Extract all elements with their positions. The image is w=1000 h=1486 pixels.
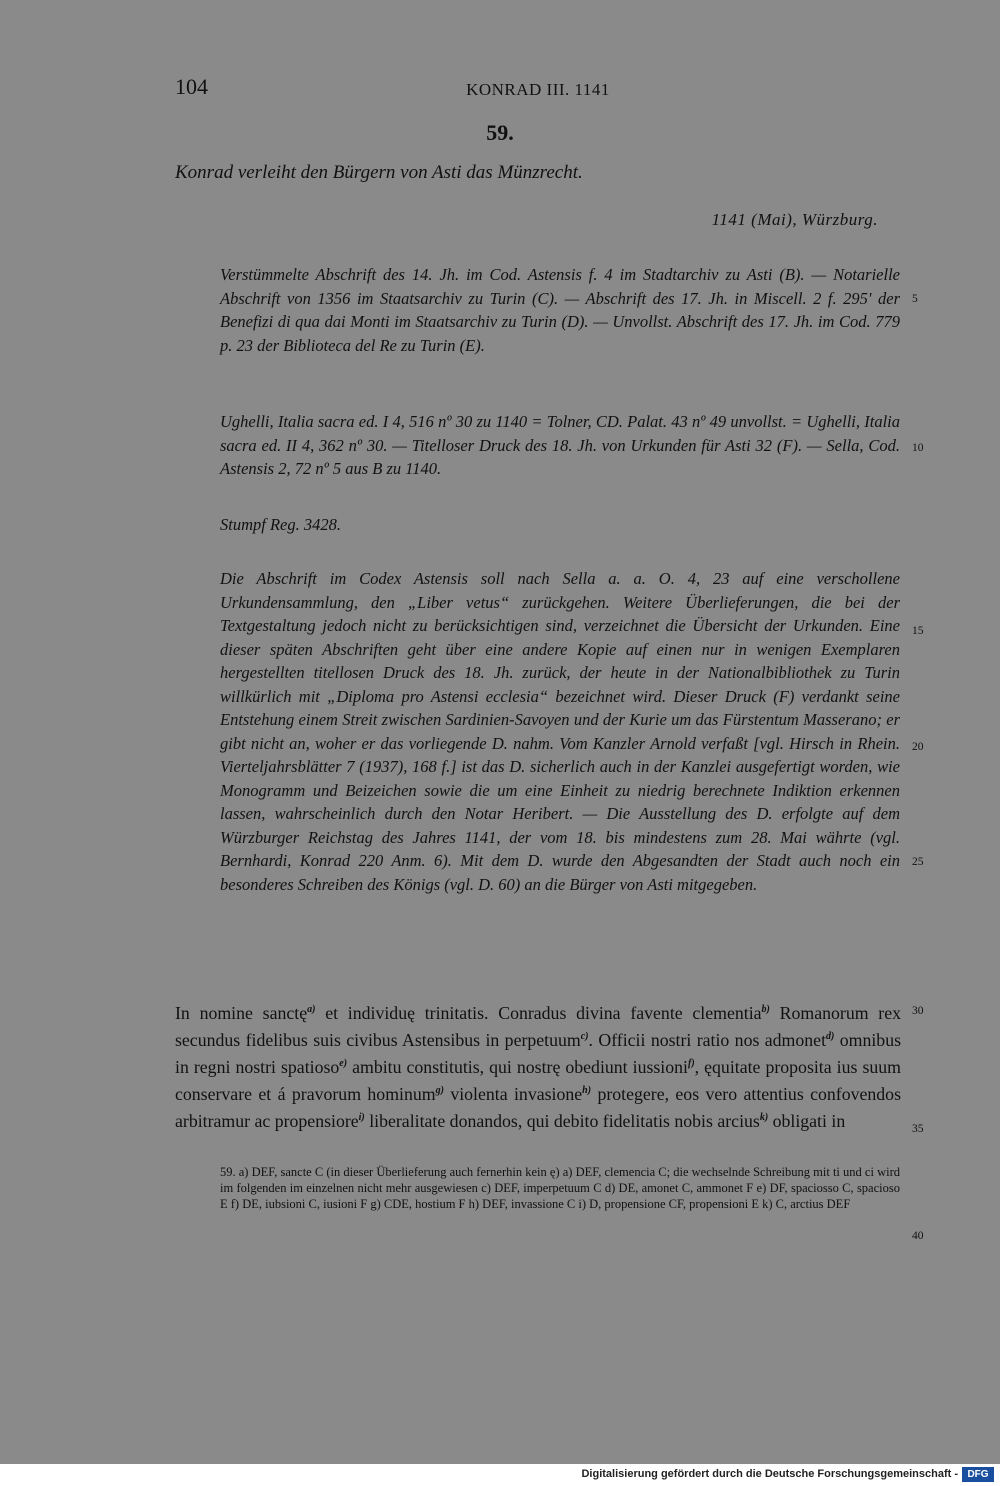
- footnote-marker: a): [307, 1004, 316, 1015]
- text-segment: In nomine sanctę: [175, 1002, 308, 1023]
- footnote-marker: g): [435, 1084, 444, 1096]
- prints-paragraph: Ughelli, Italia sacra ed. I 4, 516 nº 30 zu 1140 = Tolner, CD. Palat. 43 nº 49 unvollst. = Ughelli, Italia sacra ed. II 4, 362 nº 30. — Titelloser Druck des 18. Jh. von Urkunden für Asti 32 (F). — Sella, Cod. Astensis 2, 72 nº 5 aus B zu 1140.: [220, 412, 900, 478]
- regest-reference: Stumpf Reg. 3428.: [220, 515, 341, 534]
- line-number: 40: [912, 1230, 924, 1242]
- footnote-marker: e): [339, 1057, 348, 1069]
- page-header: [175, 74, 901, 104]
- line-number: 25: [912, 856, 924, 868]
- line-number: 20: [912, 741, 924, 753]
- footnote-marker: d): [826, 1030, 835, 1042]
- text-segment: . Officii nostri ratio nos admonet: [588, 1029, 827, 1050]
- footnote-marker: k): [759, 1111, 769, 1123]
- text-segment: liberalitate donandos, qui debito fidelitatis nobis arcius: [364, 1110, 760, 1131]
- text-segment: omnibus in regni nostri spatioso: [175, 1029, 902, 1077]
- line-number: 5: [912, 293, 918, 305]
- text-segment: obligati in: [768, 1110, 846, 1131]
- text-segment: protegere, eos vero attentius confovendos arbitramur ac propensiore: [175, 1083, 901, 1131]
- footnote-marker: h): [582, 1084, 592, 1096]
- text-segment: et individuę trinitatis. Conradus divina favente clementia: [315, 1002, 762, 1023]
- footnotes: 59. a) DEF, sancte C (in dieser Überlieferung auch fernerhin kein ę) a) DEF, clemencia C; die wechselnde Schreibung mit ti und ci wird im folgenden im einzelnen nicht mehr ausgewiesen c) DEF, imperpetuum C d) DE, amonet C, ammonet F e) DF, spaciosso C, spacioso E f) DE, iubsioni C, iusioni F g) CDE, hostium F h) DEF, invassione C i) D, propensione CF, propensioni E k) C, arctius DEF: [220, 1165, 900, 1211]
- document-number: 59.: [486, 120, 514, 145]
- line-number: 30: [912, 1005, 924, 1017]
- text-segment: ambitu constitutis, qui nostrę obediunt iussioni: [347, 1056, 688, 1077]
- dateline: 1141 (Mai), Würzburg.: [711, 210, 878, 229]
- footer: [0, 1464, 1000, 1486]
- text-segment: , ęquitate proposita ius suum conservare et á pravorum hominum: [175, 1056, 901, 1104]
- running-head: KONRAD III. 1141: [466, 80, 610, 99]
- footnote-marker: b): [761, 1004, 770, 1015]
- line-number: 15: [912, 625, 924, 637]
- footnote-marker: f): [687, 1057, 695, 1069]
- funding-credit: Digitalisierung gefördert durch die Deutsche Forschungsgemeinschaft -: [581, 1468, 958, 1480]
- line-number: 35: [912, 1123, 924, 1135]
- dfg-logo-icon: DFG: [962, 1467, 994, 1482]
- footnote-marker: i): [358, 1111, 365, 1123]
- commentary-paragraph: Die Abschrift im Codex Astensis soll nach Sella a. a. O. 4, 23 auf eine verschollene Urkundensammlung, den „Liber vetus“ zurückgehen. Weitere Überlieferungen, die bei der Textgestaltung jedoch nicht zu berücksichtigen sind, verzeichnet die Übersicht der Urkunden. Eine dieser späten Abschriften geht über eine andere Kopie auf einen nur in wenigen Exemplaren hergestellten titellosen Druck des 18. Jh. zurück, der heute in der Nationalbibliothek zu Turin willkürlich mit „Diploma pro Astensi ecclesia“ bezeichnet wird. Dieser Druck (F) verdankt seine Entstehung einem Streit zwischen Sardinien-Savoyen und der Kurie um das Fürstentum Masserano; er gibt nicht an, woher er das vorliegende D. nahm. Vom Kanzler Arnold verfaßt [vgl. Hirsch in Rhein. Vierteljahrsblätter 7 (1937), 168 f.] ist das D. sicherlich auch in der Kanzlei ausgefertigt worden, wie Monogramm und Beizeichen sowie die um eine Einheit zu niedrig berechnete Indiktion erkennen lassen, wahrscheinlich durch den Notar Heribert. — Die Ausstellung des D. erfolgte auf dem Würzburger Reichstag des Jahres 1141, der vom 18. bis mindestens zum 28. Mai währte (vgl. Bernhardi, Konrad 220 Anm. 6). Mit dem D. wurde den Abgesandten der Stadt auch noch ein besonderes Schreiben des Königs (vgl. D. 60) an die Bürger von Asti mitgegeben.: [220, 569, 900, 894]
- sources-paragraph: Verstümmelte Abschrift des 14. Jh. im Cod. Astensis f. 4 im Stadtarchiv zu Asti (B). — Notarielle Abschrift von 1356 im Staatsarchiv zu Turin (C). — Abschrift des 17. Jh. in Miscell. 2 f. 295' der Benefizi di qua dai Monti im Staatsarchiv zu Turin (D). — Unvollst. Abschrift des 17. Jh. im Cod. 779 p. 23 der Biblioteca del Re zu Turin (E).: [220, 265, 900, 355]
- text-segment: Romanorum rex secundus fidelibus suis civibus Astensibus in perpetuum: [175, 1002, 902, 1050]
- page-number: 104: [175, 74, 208, 99]
- line-number: 10: [912, 442, 924, 454]
- charter-text: [175, 998, 901, 1133]
- document-subject: Konrad verleiht den Bürgern von Asti das Münzrecht.: [175, 162, 583, 183]
- text-segment: violenta invasione: [443, 1083, 583, 1104]
- footnote-marker: c): [580, 1030, 589, 1042]
